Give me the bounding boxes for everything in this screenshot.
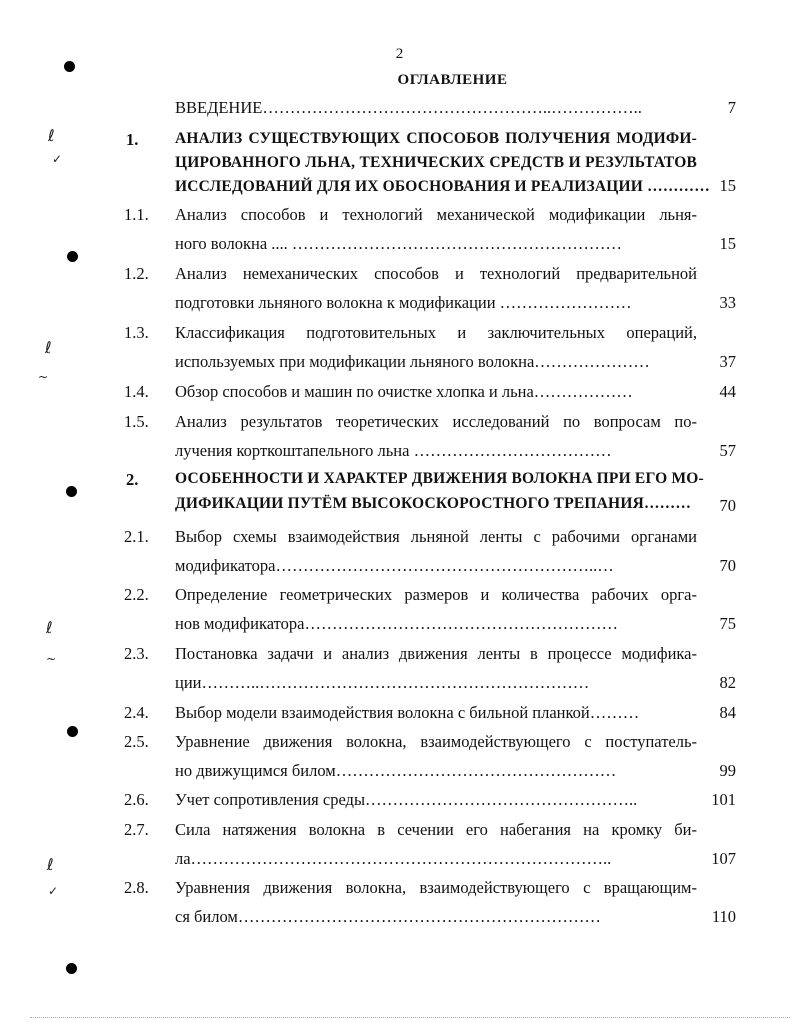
page-title: ОГЛАВЛЕНИЕ [397, 72, 508, 88]
toc-entry-line: Выбор схемы взаимодействия льняной ленты с рабочими органами [175, 527, 697, 546]
toc-entry-number: 1.1. [124, 205, 149, 224]
toc-entry-page: 70 [719, 496, 736, 515]
toc-entry-page: 82 [719, 673, 736, 692]
toc-entry-number: 2.5. [124, 732, 149, 751]
toc-entry-line: Обзор способов и машин по очистке хлопка и льна……………… [175, 382, 633, 401]
toc-entry-line: Уравнение движения волокна, взаимодействующего с поступатель- [175, 732, 697, 751]
toc-entry-number: 2.4. [124, 703, 149, 722]
toc-entry-line: ла………………………………………………………………….. [175, 849, 612, 868]
toc-entry-page: 15 [719, 234, 736, 253]
toc-entry-line: ЦИРОВАННОГО ЛЬНА, ТЕХНИЧЕСКИХ СРЕДСТВ И РЕЗУЛЬТАТОВ [175, 154, 697, 171]
margin-scribble-icon: ℓ [47, 855, 54, 874]
toc-entry-page: 70 [719, 556, 736, 575]
toc-entry-line: Выбор модели взаимодействия волокна с бильной планкой……… [175, 703, 640, 722]
toc-entry-line: Анализ немеханических способов и технологий предварительной [175, 264, 697, 283]
toc-entry-number: 2.1. [124, 527, 149, 546]
toc-entry-page: 57 [719, 441, 736, 460]
margin-scribble-icon: ~ [46, 652, 57, 666]
margin-scribble-icon: ✓ [48, 884, 59, 898]
toc-entry-page: 99 [719, 761, 736, 780]
toc-entry-line: ного волокна .... …………………………………………………… [175, 234, 622, 253]
margin-scribble-icon: ℓ [45, 338, 52, 357]
toc-entry-line: ВВЕДЕНИЕ……………………………………………..…………….. [175, 98, 642, 117]
toc-entry-line: лучения корткоштапельного льна ……………………………… [175, 441, 612, 460]
page-number: 2 [395, 46, 404, 62]
toc-entry-number: 2.8. [124, 878, 149, 897]
toc-entry-line: ДИФИКАЦИИ ПУТЁМ ВЫСОКОСКОРОСТНОГО ТРЕПАНИЯ……… [175, 495, 692, 512]
toc-entry-page: 107 [711, 849, 736, 868]
toc-entry-number: 2.2. [124, 585, 149, 604]
toc-entry-number: 1.2. [124, 264, 149, 283]
toc-entry-line: ОСОБЕННОСТИ И ХАРАКТЕР ДВИЖЕНИЯ ВОЛОКНА ПРИ ЕГО МО- [175, 470, 704, 487]
toc-entry-line: Анализ результатов теоретических исследований по вопросам по- [175, 412, 697, 431]
toc-entry-line: используемых при модификации льняного волокна………………… [175, 352, 650, 371]
toc-entry-number: 1.3. [124, 323, 149, 342]
toc-entry-page: 84 [719, 703, 736, 722]
toc-entry-line: Постановка задачи и анализ движения ленты в процессе модифика- [175, 644, 697, 663]
toc-entry-line: но движущимся билом…………………………………………… [175, 761, 617, 780]
toc-entry-number: 2.6. [124, 790, 149, 809]
toc-entry-line: АНАЛИЗ СУЩЕСТВУЮЩИХ СПОСОБОВ ПОЛУЧЕНИЯ МОДИФИ- [175, 130, 697, 147]
toc-entry-line: Сила натяжения волокна в сечении его набегания на кромку би- [175, 820, 697, 839]
toc-entry-number: 2. [126, 470, 139, 489]
toc-entry-page: 110 [711, 907, 736, 926]
toc-entry-line: нов модификатора………………………………………………… [175, 614, 618, 633]
toc-entry-number: 1.4. [124, 382, 149, 401]
toc-entry-line: Классификация подготовительных и заключительных операций, [175, 323, 697, 342]
toc-entry-line: ции………..…………………………………………………… [175, 673, 590, 692]
toc-entry-line: ИССЛЕДОВАНИЙ ДЛЯ ИХ ОБОСНОВАНИЯ И РЕАЛИЗАЦИИ ………… [175, 178, 710, 195]
margin-scribble-icon: ~ [38, 370, 49, 384]
toc-entry-page: 44 [719, 382, 736, 401]
toc-entry-page: 7 [727, 98, 736, 117]
toc-entry-page: 75 [719, 614, 736, 633]
toc-entry-page: 15 [719, 176, 736, 195]
toc-entry-number: 2.7. [124, 820, 149, 839]
toc-entry-line: модификатора…………………………………………………..… [175, 556, 614, 575]
toc-entry-line: ся билом………………………………………………………… [175, 907, 601, 926]
toc-entry-number: 1. [126, 130, 139, 149]
toc-entry-page: 37 [719, 352, 736, 371]
scan-edge-line [30, 1017, 790, 1018]
margin-scribble-icon: ✓ [52, 152, 63, 166]
toc-entry-page: 33 [719, 293, 736, 312]
margin-scribble-icon: ℓ [48, 126, 55, 145]
toc-entry-line: подготовки льняного волокна к модификации …………………… [175, 293, 632, 312]
toc-entry-page: 101 [711, 790, 736, 809]
toc-entry-line: Учет сопротивления среды………………………………………….. [175, 790, 638, 809]
toc-entry-line: Анализ способов и технологий механической модификации льня- [175, 205, 697, 224]
toc-entry-line: Определение геометрических размеров и количества рабочих орга- [175, 585, 697, 604]
toc-entry-number: 2.3. [124, 644, 149, 663]
margin-scribble-icon: ℓ [46, 618, 53, 637]
toc-entry-line: Уравнения движения волокна, взаимодействующего с вращающим- [175, 878, 697, 897]
toc-entry-number: 1.5. [124, 412, 149, 431]
